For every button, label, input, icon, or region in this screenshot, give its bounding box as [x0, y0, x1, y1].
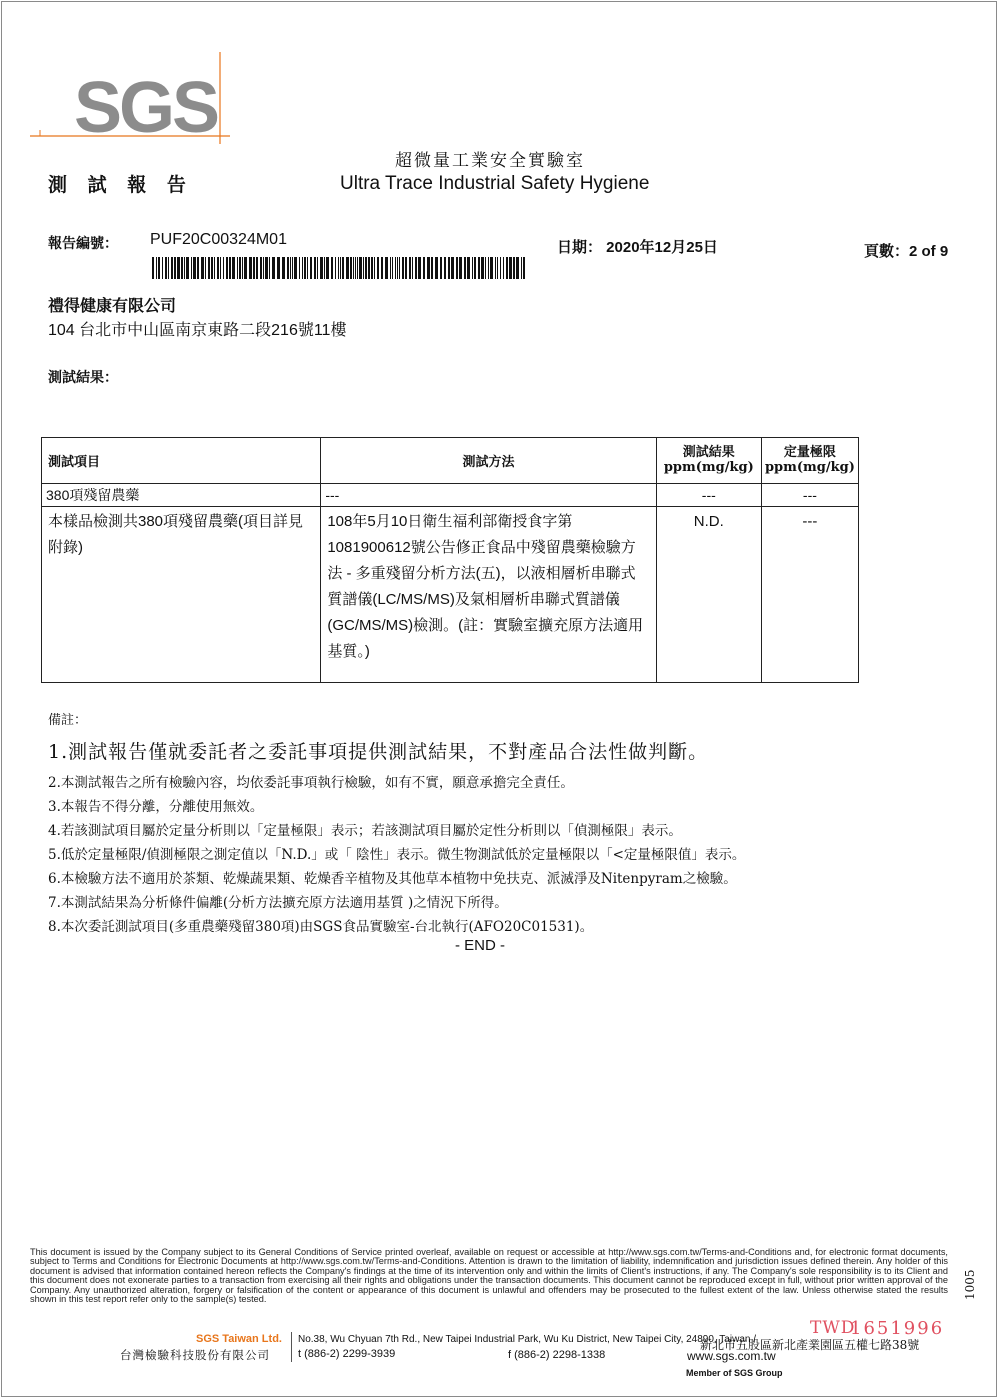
barcode-bar [302, 257, 303, 279]
barcode-bar [211, 257, 213, 279]
barcode-bar [197, 257, 199, 279]
barcode-bar [355, 257, 356, 279]
barcode-bar [488, 257, 489, 279]
barcode [152, 257, 528, 279]
barcode-bar [331, 257, 333, 279]
barcode-bar [368, 257, 370, 279]
barcode-bar [374, 257, 375, 279]
barcode-bar [357, 257, 358, 279]
barcode-bar [265, 257, 268, 279]
barcode-bar [272, 257, 275, 279]
side-number: 1005 [963, 1269, 977, 1300]
telephone: t (886-2) 2299-3939 [298, 1348, 396, 1360]
barcode-bar [342, 257, 344, 279]
barcode-bar [229, 257, 231, 279]
barcode-bar [320, 257, 323, 279]
barcode-bar [402, 257, 404, 279]
results-label: 測試結果： [48, 370, 118, 386]
col-header-method: 測試方法 [321, 438, 656, 484]
table-row [42, 507, 859, 683]
address-cn: 新北市五股區新北產業園區五權七路38號 [700, 1338, 920, 1352]
barcode-bar [513, 257, 515, 279]
barcode-bar [405, 257, 407, 279]
barcode-bar [521, 257, 522, 279]
barcode-bar [226, 257, 228, 279]
company-name-cn: 台灣檢驗科技股份有限公司 [120, 1348, 270, 1362]
barcode-bar [287, 257, 289, 279]
barcode-bar [239, 257, 241, 279]
barcode-bar [395, 257, 396, 279]
results-table [41, 437, 859, 683]
barcode-bar [451, 257, 454, 279]
barcode-bar [269, 257, 270, 279]
barcode-bar [177, 257, 180, 279]
barcode-bar [168, 257, 169, 279]
report-number-label: 報告編號： [48, 236, 118, 252]
loq-header-label: 定量極限 [783, 445, 836, 460]
barcode-bar [263, 257, 264, 279]
barcode-bar [397, 257, 398, 279]
barcode-bar [415, 257, 417, 279]
cell-item: 本樣品檢測共380項殘留農藥(項目詳見附錄) [42, 507, 321, 683]
barcode-bar [456, 257, 458, 279]
report-title: 測 試 報 告 [48, 174, 193, 196]
barcode-bar [277, 257, 280, 279]
barcode-bar [444, 257, 446, 279]
serial-prefix: TWD [810, 1318, 856, 1338]
website: www.sgs.com.tw [687, 1349, 776, 1363]
sgs-logo [30, 50, 230, 145]
col-header-result [656, 438, 761, 484]
end-marker: - END - [455, 937, 505, 954]
address-en: No.38, Wu Chyuan 7th Rd., New Taipei Industrial Park, Wu Ku District, New Taipei City, 24890, Taiwan / [298, 1334, 756, 1345]
barcode-bar [205, 257, 206, 279]
barcode-bar [377, 257, 379, 279]
client-name: 禮得健康有限公司 [48, 298, 177, 315]
note-item: 3.本報告不得分離，分離使用無效。 [48, 799, 264, 815]
barcode-bar [497, 257, 498, 279]
barcode-bar [464, 257, 466, 279]
barcode-bar [152, 257, 154, 279]
report-date: 日期： 2020年12月25日 [557, 239, 718, 256]
barcode-bar [516, 257, 519, 279]
footer-divider [291, 1332, 292, 1362]
barcode-bar [174, 257, 176, 279]
barcode-bar [390, 257, 391, 279]
barcode-bar [340, 257, 341, 279]
col-header-loq [761, 438, 858, 484]
barcode-bar [326, 257, 329, 279]
note-item: 8.本次委託測試項目(多重農藥殘留380項)由SGS食品實驗室-台北執行(AFO20C01531)。 [48, 919, 594, 935]
barcode-bar [290, 257, 291, 279]
barcode-bar [440, 257, 442, 279]
report-number: PUF20C00324M01 [150, 231, 287, 248]
barcode-bar [385, 257, 388, 279]
barcode-bar [365, 257, 367, 279]
notes-heading: 備註： [48, 713, 88, 728]
cell-item: 380項殘留農藥 [42, 484, 321, 507]
barcode-bar [171, 257, 173, 279]
barcode-bar [191, 257, 192, 279]
barcode-bar [509, 257, 512, 279]
member-of-group: Member of SGS Group [686, 1368, 783, 1378]
barcode-bar [335, 257, 336, 279]
barcode-bar [186, 257, 189, 279]
barcode-bar [412, 257, 413, 279]
barcode-bar [353, 257, 354, 279]
barcode-bar [304, 257, 306, 279]
barcode-bar [381, 257, 383, 279]
barcode-bar [232, 257, 235, 279]
barcode-bar [485, 257, 486, 279]
barcode-bar [310, 257, 312, 279]
barcode-bar [427, 257, 430, 279]
cell-loq: --- [761, 507, 858, 683]
barcode-bar [260, 257, 262, 279]
barcode-bar [317, 257, 318, 279]
barcode-bar [193, 257, 196, 279]
note-item: 7.本測試結果為分析條件偏離(分析方法擴充原方法適用基質 )之情況下所得。 [48, 895, 508, 911]
barcode-bar [359, 257, 362, 279]
note-item: 1.測試報告僅就委託者之委託事項提供測試結果，不對產品合法性做判斷。 [48, 741, 709, 763]
barcode-bar [242, 257, 243, 279]
logo-text: SGS [74, 68, 218, 145]
barcode-bar [478, 257, 480, 279]
table-row [42, 484, 859, 507]
barcode-bar [474, 257, 476, 279]
legal-disclaimer: This document is issued by the Company subject to its General Conditions of Service printed overleaf, available on request or accessible at http://www.sgs.com.tw/Terms-and-Conditions and, for electronic format documents, subject to Terms and Conditions for Electronic Documents at http://www.sgs.com.tw/Terms-and-Conditions. Attention is drawn to the limitation of liability, indemnification and jurisdiction issues defined therein. Any holder of this document is advised that information contained hereon reflects the Company's findings at the time of its intervention only and within the limits of Client's instructions, if any. The Company's sole responsibility is to its Client and this document does not exonerate parties to a transaction from exercising all their rights and obligations under the transaction documents. This document cannot be reproduced except in full, without prior written approval of the Company. Any unauthorized alteration, forgery or falsification of the content or appearance of this document is unlawful and offenders may be prosecuted to the fullest extent of the law. Unless otherwise stated the results shown in this test report refer only to the sample(s) tested. [30, 1247, 948, 1305]
barcode-bar [338, 257, 339, 279]
barcode-bar [431, 257, 433, 279]
barcode-bar [363, 257, 364, 279]
barcode-bar [253, 257, 255, 279]
barcode-bar [523, 257, 525, 279]
barcode-bar [399, 257, 400, 279]
barcode-bar [307, 257, 308, 279]
barcode-bar [256, 257, 258, 279]
note-item: 5.低於定量極限/偵測極限之測定值以「N.D.」或「 陰性」表示。微生物測試低於定量極限以「<定量極限值」表示。 [48, 847, 746, 863]
cell-result: --- [656, 484, 761, 507]
barcode-bar [220, 257, 221, 279]
loq-unit: ppm(mg/kg) [764, 460, 855, 475]
cell-loq: --- [761, 484, 858, 507]
page-count: 頁數：2 of 9 [864, 243, 949, 260]
serial-number: 1651996 [850, 1318, 945, 1339]
barcode-bar [324, 257, 325, 279]
barcode-bar [423, 257, 425, 279]
result-header-label: 測試結果 [682, 445, 735, 460]
barcode-bar [158, 257, 160, 279]
barcode-bar [371, 257, 373, 279]
barcode-bar [467, 257, 470, 279]
note-item: 4.若該測試項目屬於定量分析則以「定量極限」表示；若該測試項目屬於定性分析則以「偵測極限」表示。 [48, 823, 682, 839]
barcode-bar [237, 257, 238, 279]
barcode-bar [294, 257, 297, 279]
barcode-bar [201, 257, 204, 279]
barcode-bar [490, 257, 493, 279]
company-name-en: SGS Taiwan Ltd. [196, 1333, 282, 1345]
barcode-bar [495, 257, 496, 279]
barcode-bar [181, 257, 183, 279]
barcode-bar [472, 257, 473, 279]
barcode-bar [448, 257, 450, 279]
barcode-bar [346, 257, 349, 279]
barcode-bar [156, 257, 157, 279]
barcode-bar [503, 257, 504, 279]
barcode-bar [223, 257, 224, 279]
barcode-bar [481, 257, 484, 279]
lab-name-en: Ultra Trace Industrial Safety Hygiene [340, 173, 650, 194]
barcode-bar [418, 257, 421, 279]
barcode-bar [350, 257, 352, 279]
barcode-bar [435, 257, 438, 279]
page-frame [1, 1, 997, 1397]
barcode-bar [282, 257, 285, 279]
client-address: 104 台北市中山區南京東路二段216號11樓 [48, 322, 347, 339]
barcode-bar [459, 257, 462, 279]
barcode-bar [392, 257, 393, 279]
barcode-bar [165, 257, 167, 279]
lab-name-cn: 超微量工業安全實驗室 [395, 151, 585, 171]
barcode-bar [214, 257, 215, 279]
barcode-bar [244, 257, 247, 279]
cell-method: --- [321, 484, 656, 507]
barcode-bar [506, 257, 508, 279]
barcode-bar [409, 257, 411, 279]
barcode-bar [249, 257, 252, 279]
cell-method: 108年5月10日衛生福利部衛授食字第1081900612號公告修正食品中殘留農藥檢驗方法 - 多重殘留分析方法(五)，以液相層析串聯式質譜儀(LC/MS/MS)及氣相層析串聯式質譜儀(GC/MS/MS)檢測。(註：實驗室擴充原方法適用基質。) [321, 507, 656, 683]
barcode-bar [184, 257, 185, 279]
barcode-bar [292, 257, 293, 279]
cell-result: N.D. [656, 507, 761, 683]
fax: f (886-2) 2298-1338 [508, 1349, 606, 1361]
col-header-item: 測試項目 [42, 438, 321, 484]
barcode-bar [314, 257, 316, 279]
result-unit: ppm(mg/kg) [663, 460, 754, 475]
barcode-bar [208, 257, 210, 279]
barcode-bar [217, 257, 219, 279]
barcode-bar [162, 257, 163, 279]
note-item: 2.本測試報告之所有檢驗內容，均依委託事項執行檢驗，如有不實，願意承擔完全責任。 [48, 775, 574, 791]
barcode-bar [299, 257, 300, 279]
barcode-bar [500, 257, 501, 279]
note-item: 6.本檢驗方法不適用於茶類、乾燥蔬果類、乾燥香辛植物及其他草本植物中免扶克、派滅淨及Nitenpyram之檢驗。 [48, 871, 737, 887]
